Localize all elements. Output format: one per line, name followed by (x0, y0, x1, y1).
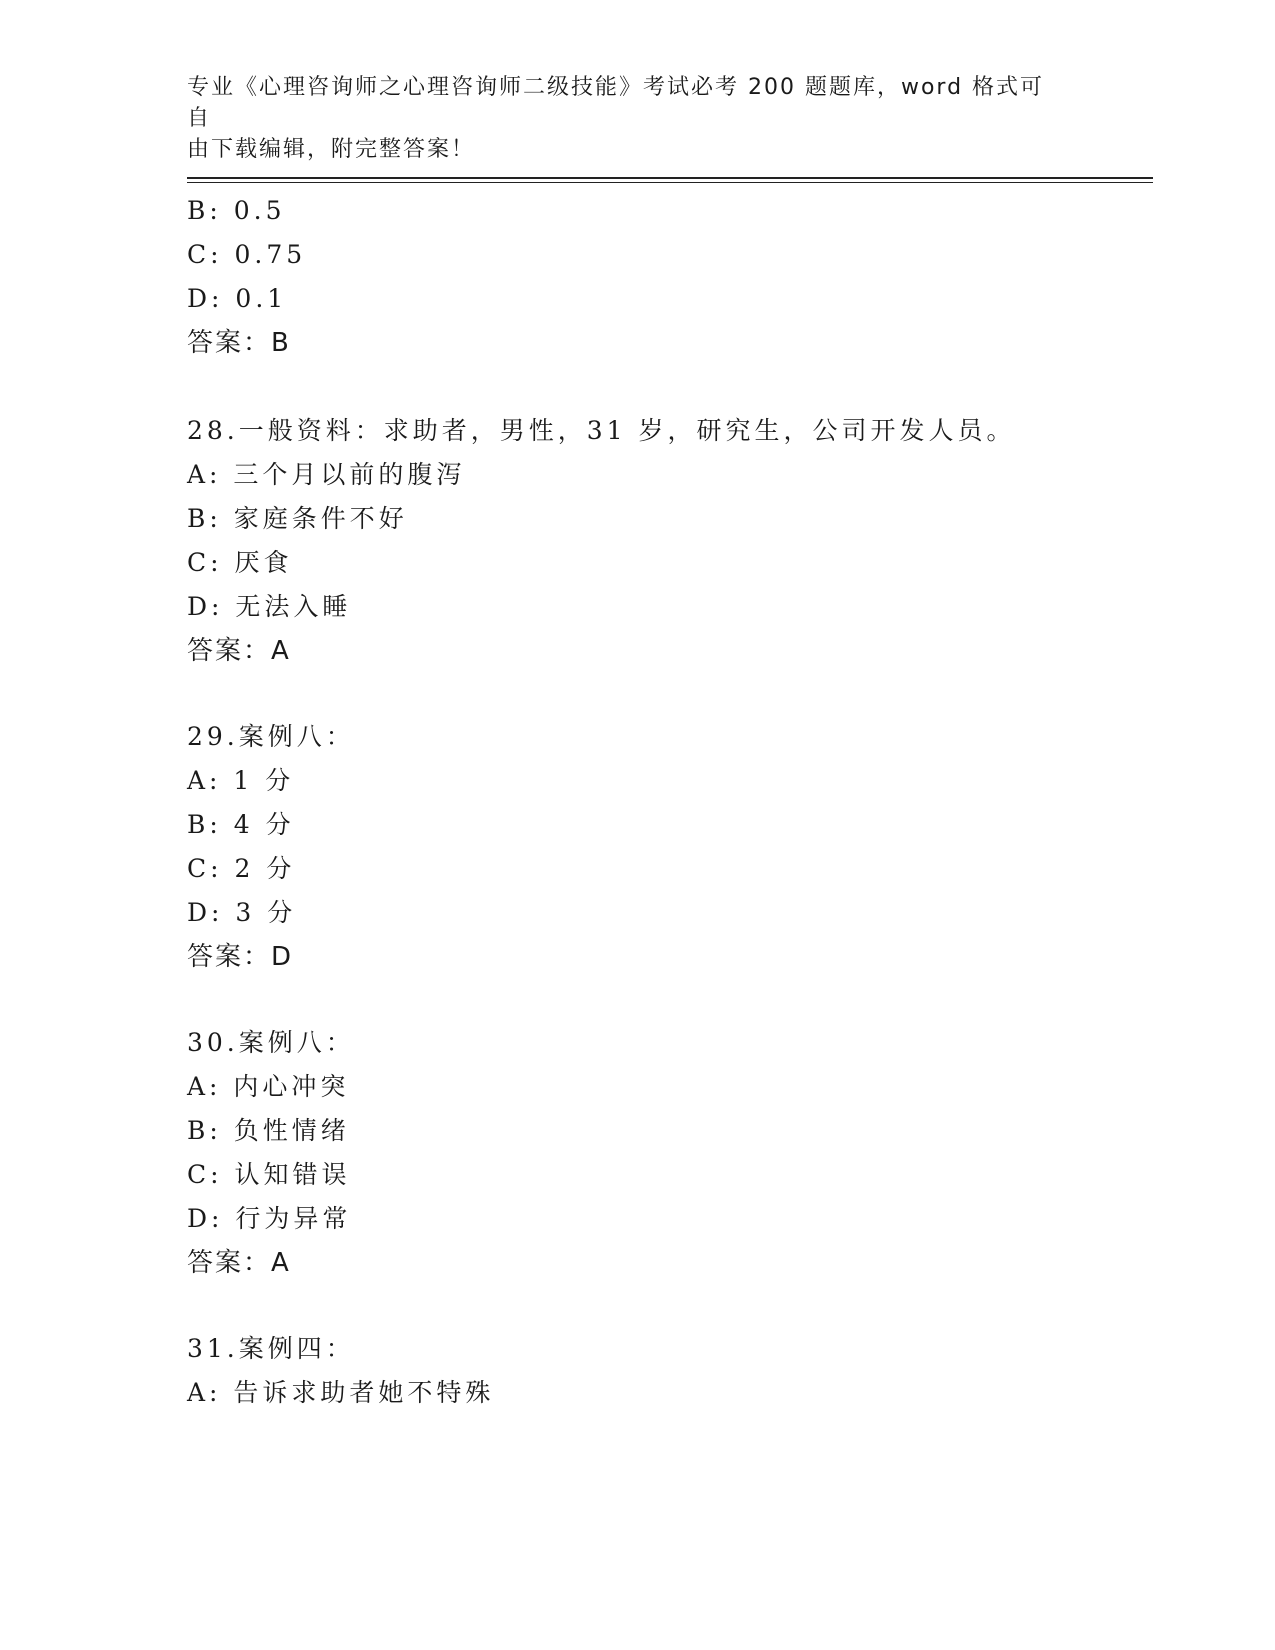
option-c: C: 认知错误 (187, 1160, 351, 1189)
option-c: C: 厌食 (187, 548, 293, 577)
answer: 答案：D (187, 942, 294, 972)
header-divider-thin (187, 182, 1153, 183)
option-d: D: 3 分 (187, 898, 297, 927)
option-d: D: 0.1 (187, 284, 288, 313)
header-line-2: 由下载编辑，附完整答案！ (187, 137, 476, 162)
option-b: B: 负性情绪 (187, 1116, 350, 1145)
option-d: D: 行为异常 (187, 1204, 352, 1233)
question-title: 29.案例八： (187, 722, 355, 751)
question-title: 31.案例四： (187, 1334, 355, 1363)
option-a: A: 三个月以前的腹泻 (187, 460, 466, 489)
question-title: 28.一般资料：求助者，男性，31 岁，研究生，公司开发人员。 (187, 416, 1016, 445)
question-title: 30.案例八： (187, 1028, 355, 1057)
option-d: D: 无法入睡 (187, 592, 352, 621)
header-line-1: 专业《心理咨询师之心理咨询师二级技能》考试必考 200 题题库，word 格式可自 (187, 75, 1045, 131)
answer: 答案：A (187, 1248, 291, 1278)
option-c: C: 0.75 (187, 240, 307, 269)
option-b: B: 0.5 (187, 196, 286, 225)
option-a: A: 内心冲突 (187, 1072, 350, 1101)
option-a: A: 告诉求助者她不特殊 (187, 1378, 495, 1407)
option-a: A: 1 分 (187, 766, 295, 795)
option-c: C: 2 分 (187, 854, 296, 883)
answer: 答案：B (187, 328, 291, 358)
document-header (187, 72, 1067, 165)
answer: 答案：A (187, 636, 291, 666)
header-divider-thick (187, 177, 1153, 179)
option-b: B: 家庭条件不好 (187, 504, 408, 533)
option-b: B: 4 分 (187, 810, 295, 839)
